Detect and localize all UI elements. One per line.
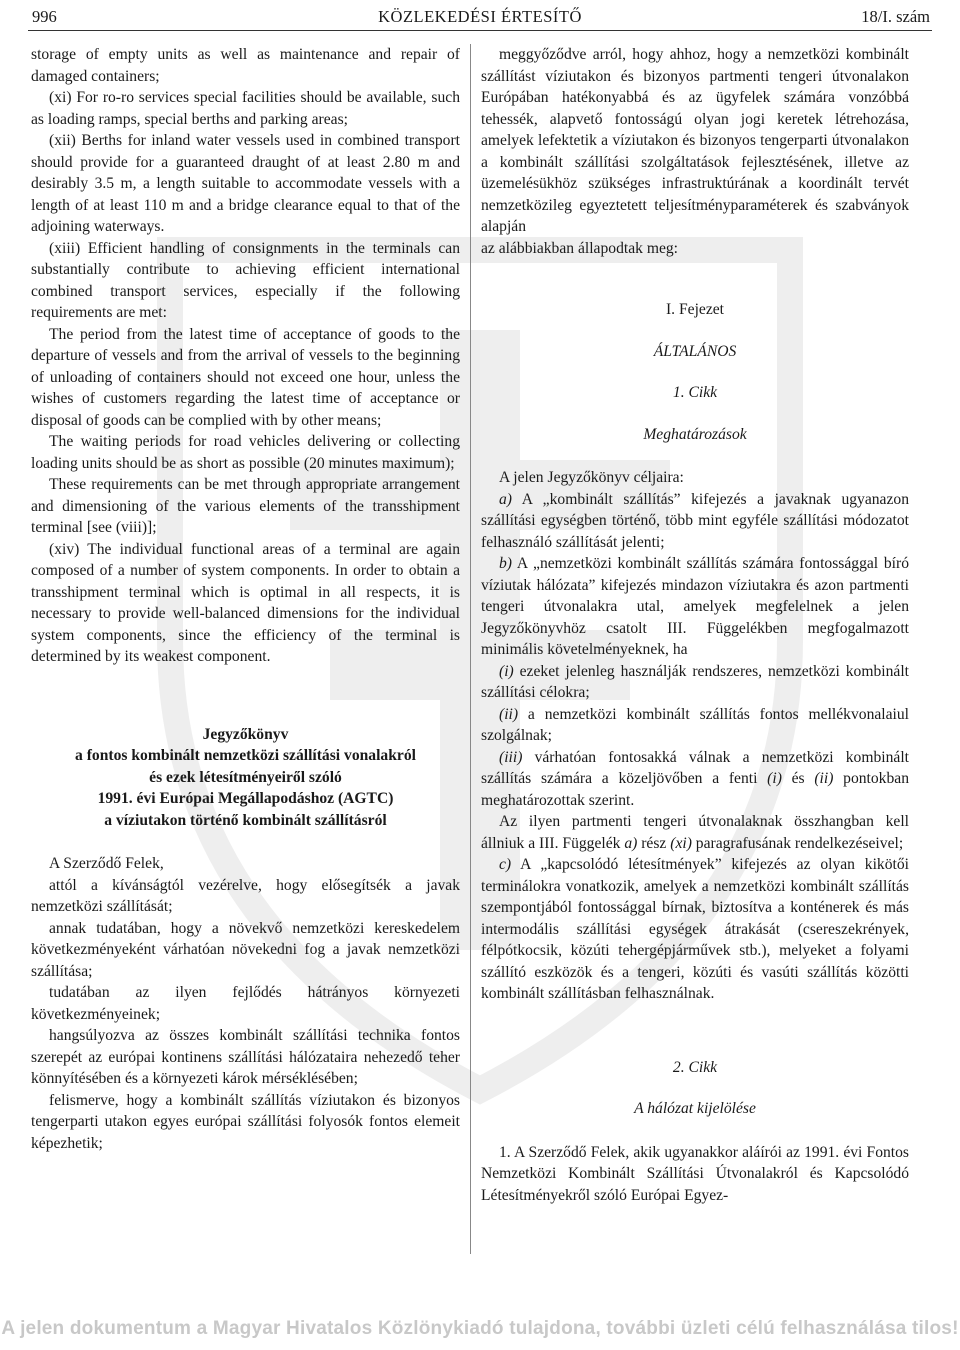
paragraph: storage of empty units as well as maintenance and repair of damaged containers; bbox=[31, 46, 460, 85]
item-text: a nemzetközi kombinált szállítás fontos mellékvonalaiul szolgálnak; bbox=[481, 705, 909, 744]
article-heading: 2. Cikk bbox=[672, 1058, 718, 1076]
definition-c bbox=[481, 854, 909, 1005]
protocol-title-line: a fontos kombinált nemzetközi szállítási vonalakról bbox=[75, 747, 416, 764]
item-ref: a) bbox=[624, 834, 638, 852]
paragraph: meggyőződve arról, hogy ahhoz, hogy a nemzetközi kombinált szállítást víziutakon és bizonyos partmenti tengeri útvonalakon Európában hatékonyabbá és az ügyfelek számára vonzóbbá tehessék, alapvető fontosságú olyan jogi keretek létrehozása, amelyek lefektetik a víziutakon és bizonyos tengerparti útvonalakon a kombinált szállítási szolgáltatások fejlesztésének, illetve az üzemelésükhöz szükséges infrastruktúrának a koordinált tervét nemzetközileg egyeztetett teljesítményparaméterek és szabványok alapján bbox=[481, 46, 909, 235]
paragraph: (xii) Berths for inland water vessels used in combined transport should provide for a guaranteed draught of at least 2.80 m and desirably 3.5 m, a length suitable to accommodate vessels with a length of at least 110 m and a bridge clearance equal to that of the adjoining waterways. bbox=[31, 132, 460, 235]
article-title: A hálózat kijelölése bbox=[634, 1100, 756, 1117]
item-ref: (i) bbox=[767, 770, 782, 787]
definition-b bbox=[481, 553, 909, 661]
item-text: Az ilyen partmenti tengeri útvonalaknak összhangban kell állniuk a III. Függelék bbox=[481, 813, 909, 852]
column-divider bbox=[470, 44, 471, 1254]
item-text: várhatóan fontosakká válnak a nemzetközi kombinált szállítás számára a közeljövőben a fenti bbox=[481, 748, 909, 787]
item-label: (ii) bbox=[499, 705, 519, 723]
page-number: 996 bbox=[32, 7, 57, 26]
paragraph: A Szerződő Felek, bbox=[49, 855, 164, 872]
item-text: A „nemzetközi kombinált szállítás számára fontossággal bíró víziutak hálózata” kifejezés mindazon víziutakra és azon partmenti tengeri útvonalakra utal, amelyek megfelelnek a jelen Jegyzőkönyvhöz csatolt III. Függelékben megfogalmazott minimális követelményeknek, ha bbox=[481, 555, 909, 658]
protocol-title-line: 1991. évi Európai Megállapodáshoz (AGTC) bbox=[97, 790, 394, 807]
footer-watermark: A jelen dokumentum a Magyar Hivatalos Közlönykiadó tulajdona, további üzleti célú felhasználása tilos! bbox=[1, 1318, 959, 1339]
right-column bbox=[481, 44, 909, 1206]
paragraph: felismerve, hogy a kombinált szállítás víziutakon és bizonyos tengerparti utakon egyes európai szállítási folyosók fontos elemeit képezhetik; bbox=[31, 1091, 460, 1152]
paragraph: az alábbiakban állapodtak meg: bbox=[481, 239, 679, 257]
paragraph: hangsúlyozva az összes kombinált szállítási technika fontos szerepét az európai kontinens szállítási hálózataira nehezedő teher könnyítésében és a környezeti károk mérséklésében; bbox=[31, 1027, 460, 1087]
issue-number: 18/I. szám bbox=[861, 7, 930, 26]
publication-title: KÖZLEKEDÉSI ÉRTESÍTŐ bbox=[378, 7, 582, 26]
protocol-title-line: és ezek létesítményeiről szóló bbox=[149, 768, 342, 786]
protocol-title-line: Jegyzőkönyv bbox=[202, 725, 289, 743]
item-label: b) bbox=[499, 555, 512, 572]
paragraph: The waiting periods for road vehicles delivering or collecting loading units should be as short as possible (20 minutes maximum); bbox=[31, 433, 460, 472]
header-rule bbox=[28, 30, 932, 31]
page-header bbox=[28, 6, 932, 30]
item-label: (i) bbox=[499, 662, 514, 680]
chapter-heading: I. Fejezet bbox=[665, 301, 724, 318]
paragraph: annak tudatában, hogy a növekvő nemzetközi kereskedelem következményeként várhatóan növekedni fog a javak nemzetközi szállítása; bbox=[31, 919, 460, 980]
item-text: paragrafusának rendelkezéseivel; bbox=[691, 834, 904, 852]
item-text: pontokban meghatározottak szerint. bbox=[481, 770, 909, 809]
paragraph: attól a kívánságtól vezérelve, hogy elősegítsék a javak nemzetközi szállítását; bbox=[31, 876, 460, 915]
definition-a bbox=[481, 489, 909, 554]
left-column bbox=[31, 44, 460, 1154]
item-label: c) bbox=[499, 856, 512, 873]
item-ref: (xi) bbox=[670, 834, 692, 852]
item-ref: (ii) bbox=[814, 770, 834, 787]
subitem-i bbox=[481, 661, 909, 704]
item-text: és bbox=[781, 770, 815, 787]
protocol-title-line: a víziutakon történő kombinált szállításról bbox=[104, 811, 387, 829]
chapter-title: ÁLTALÁNOS bbox=[653, 342, 737, 360]
paragraph: (xi) For ro-ro services special facilities should be available, such as loading ramps, special berths and parking areas; bbox=[31, 89, 460, 128]
subitem-ii bbox=[481, 704, 909, 747]
paragraph bbox=[481, 811, 909, 854]
paragraph: (xiii) Efficient handling of consignments in the terminals can substantially contribute to achieving efficient international combined transport services, especially if the following requirements are met: bbox=[31, 239, 460, 321]
paragraph: (xiv) The individual functional areas of a terminal are again composed of a number of system components. In order to obtain a transshipment terminal which is optimal in all respects, it is necessary to provide well-balanced dimensions for the individual system components, since the efficiency of the terminal is determined by its weakest component. bbox=[31, 540, 460, 665]
subitem-iii bbox=[481, 747, 909, 812]
paragraph: tudatában az ilyen fejlődés hátrányos környezeti következményeinek; bbox=[31, 984, 460, 1023]
paragraph: The period from the latest time of acceptance of goods to the departure of vessels and from the arrival of vessels to the beginning of unloading of containers should not exceed one hour, unless the wishes of customers regarding the latest time of acceptance or disposal of goods can be complied with by other means; bbox=[31, 325, 460, 429]
item-text: rész bbox=[637, 834, 671, 852]
paragraph: These requirements can be met through appropriate arrangement and dimensioning of the various elements of the transshipment terminal [see (viii)]; bbox=[31, 476, 460, 536]
item-text: A „kapcsolódó létesítmények” kifejezés az olyan kikötői terminálokra vonatkozik, amelyek a nemzetközi kombinált szállítás szempontjából fontossággal bírnak, biztosítva a konténerek és más intermodális szállítási egységek átrakását (csereszekrények, félpótkocsik, közúti tehergépjárművek stb.), melyeket a folyami szállító eszközök és a tengeri, közúti és vasúti szállítás közötti kombinált szállításban felhasználnak. bbox=[481, 856, 909, 1002]
paragraph: 1. A Szerződő Felek, akik ugyanakkor aláírói az 1991. évi Fontos Nemzetközi Kombinált Szállítási Útvonalakról és Kapcsolódó Létesítményekről szóló Európai Egyez- bbox=[481, 1143, 909, 1204]
article-heading: 1. Cikk bbox=[672, 384, 718, 401]
item-text: ezeket jelenleg használják rendszeres, nemzetközi kombinált szállítási célokra; bbox=[481, 662, 909, 701]
item-label: (iii) bbox=[499, 748, 523, 766]
item-label: a) bbox=[499, 490, 512, 508]
paragraph: A jelen Jegyzőkönyv céljaira: bbox=[499, 469, 684, 486]
item-text: A „kombinált szállítás” kifejezés a javaknak ugyanazon szállítási egységben történő, több mint egyféle szállítási módozatot felhasználó szállítását jelenti; bbox=[481, 490, 909, 551]
article-title: Meghatározások bbox=[643, 425, 747, 443]
